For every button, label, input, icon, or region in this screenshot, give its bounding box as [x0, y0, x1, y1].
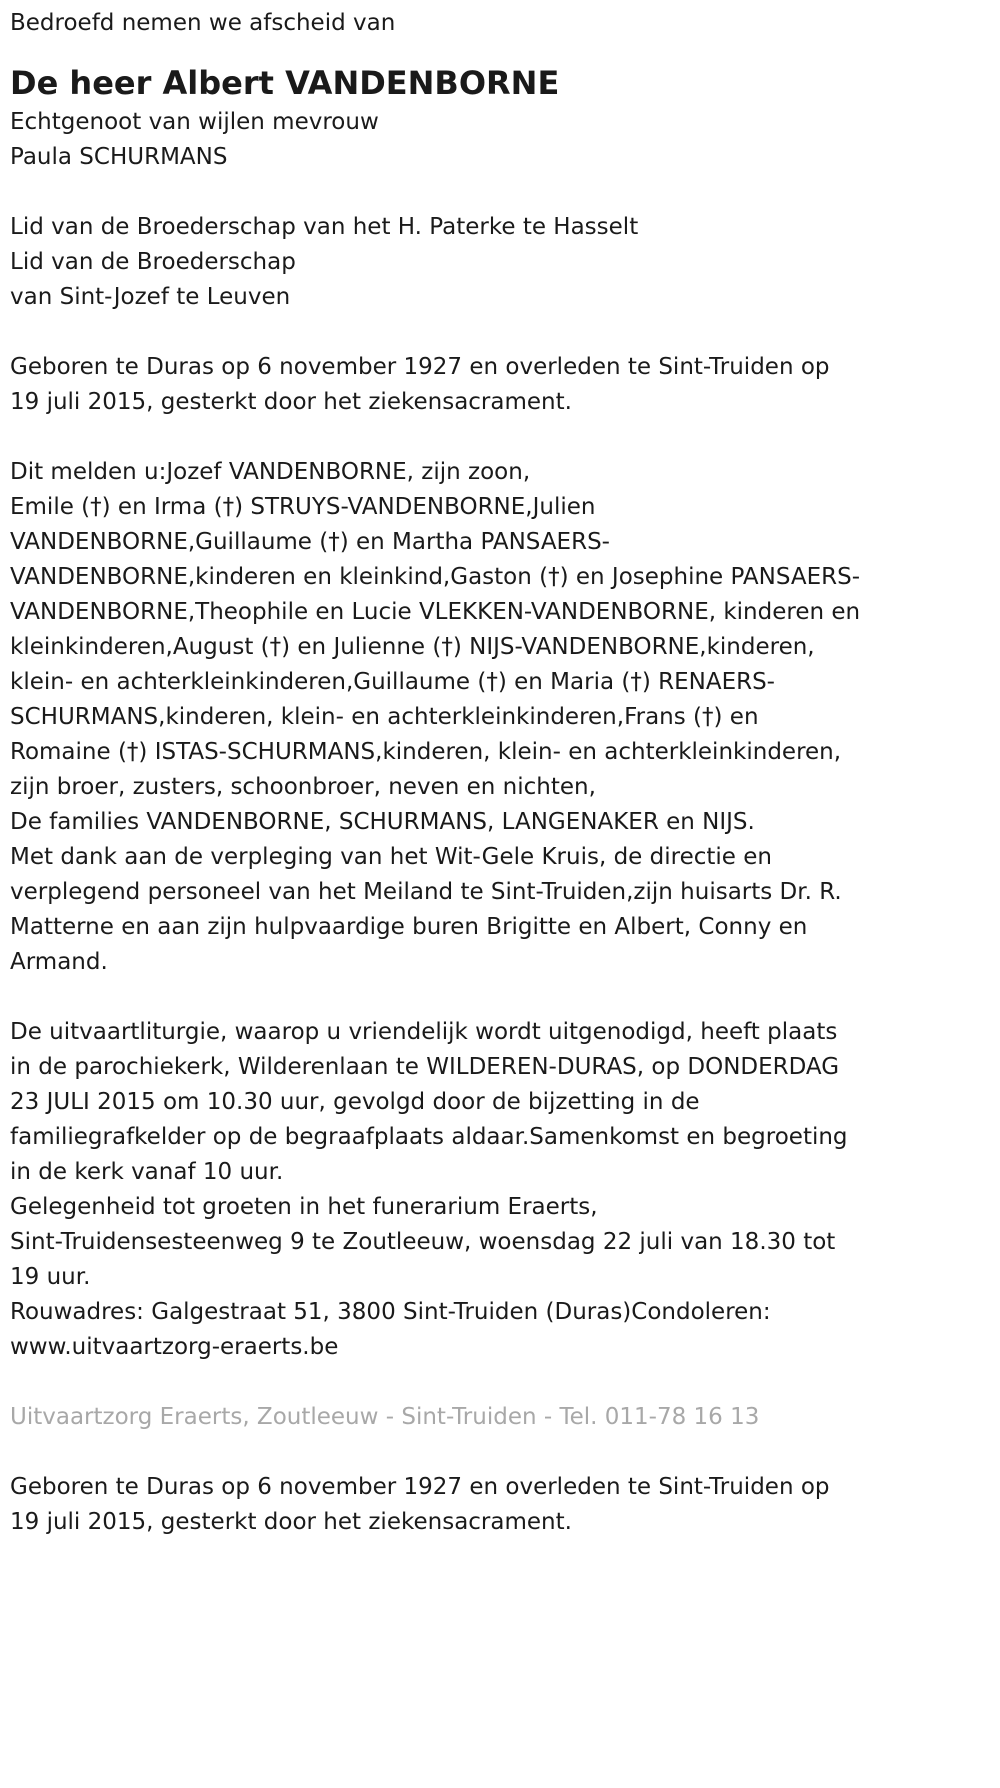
spacer: [10, 980, 990, 1015]
spacer: [10, 420, 990, 455]
intro-text: Bedroefd nemen we afscheid van: [10, 10, 396, 36]
deceased-name: De heer Albert VANDENBORNE: [10, 64, 560, 102]
spacer: [10, 1435, 990, 1470]
spacer: [10, 1365, 990, 1400]
family-text: Dit melden u:Jozef VANDENBORNE, zijn zoon, Emile (†) en Irma (†) STRUYS-VANDENBORNE,Julien VANDENBORNE,Guillaume (†) en Martha PANSAERS- VANDENBORNE,kinderen en kleinkind,Gaston (†) en Josephine PANSAERS- VANDENBORNE,Theophile en Lucie VLEKKEN-VANDENBORNE, kinderen en kleinkinderen,August (†) en Julienne (†) NIJS-VANDENBORNE,kinderen, klein- en achterkleinkinderen,Guillaume (†) en Maria (†) RENAERS- SCHURMANS,kinderen, klein- en achterkleinkinderen,Frans (†) en Romaine (†) ISTAS-SCHURMANS,kinderen, klein- en achterkleinkinderen, zijn broer, zusters, schoonbroer, neven en nichten, De families VANDENBORNE, SCHURMANS, LANGENAKER en NIJS. Met dank aan de verpleging van het Wit-Gele Kruis, de directie en verplegend personeel van het Meiland te Sint-Truiden,zijn huisarts Dr. R. Matterne en aan zijn hulpvaardige buren Brigitte en Albert, Conny en Armand.: [10, 459, 861, 975]
memberships-text: Lid van de Broederschap van het H. Paterke te Hasselt Lid van de Broederschap van Sint-Jozef te Leuven: [10, 214, 639, 310]
spacer: [10, 315, 990, 350]
spouse-text: Echtgenoot van wijlen mevrouw Paula SCHURMANS: [10, 109, 379, 170]
spacer: [10, 175, 990, 210]
funeral-text: De uitvaartliturgie, waarop u vriendelijk wordt uitgenodigd, heeft plaats in de parochiekerk, Wilderenlaan te WILDEREN-DURAS, op DONDERDAG 23 JULI 2015 om 10.30 uur, gevolgd door de bijzetting in de familiegrafkelder op de begraafplaats aldaar.Samenkomst en begroeting in de kerk vanaf 10 uur. Gelegenheid tot groeten in het funerarium Eraerts, Sint-Truidensesteenweg 9 te Zoutleeuw, woensdag 22 juli van 18.30 tot 19 uur. Rouwadres: Galgestraat 51, 3800 Sint-Truiden (Duras)Condoleren: www.uitvaartzorg-eraerts.be: [10, 1019, 848, 1360]
birth-death-repeat-text: Geboren te Duras op 6 november 1927 en overleden te Sint-Truiden op 19 juli 2015, gesterkt door het ziekensacrament.: [10, 1474, 830, 1535]
undertaker-text: Uitvaartzorg Eraerts, Zoutleeuw - Sint-Truiden - Tel. 011-78 16 13: [10, 1404, 760, 1430]
birth-death-text: Geboren te Duras op 6 november 1927 en overleden te Sint-Truiden op 19 juli 2015, gesterkt door het ziekensacrament.: [10, 354, 830, 415]
